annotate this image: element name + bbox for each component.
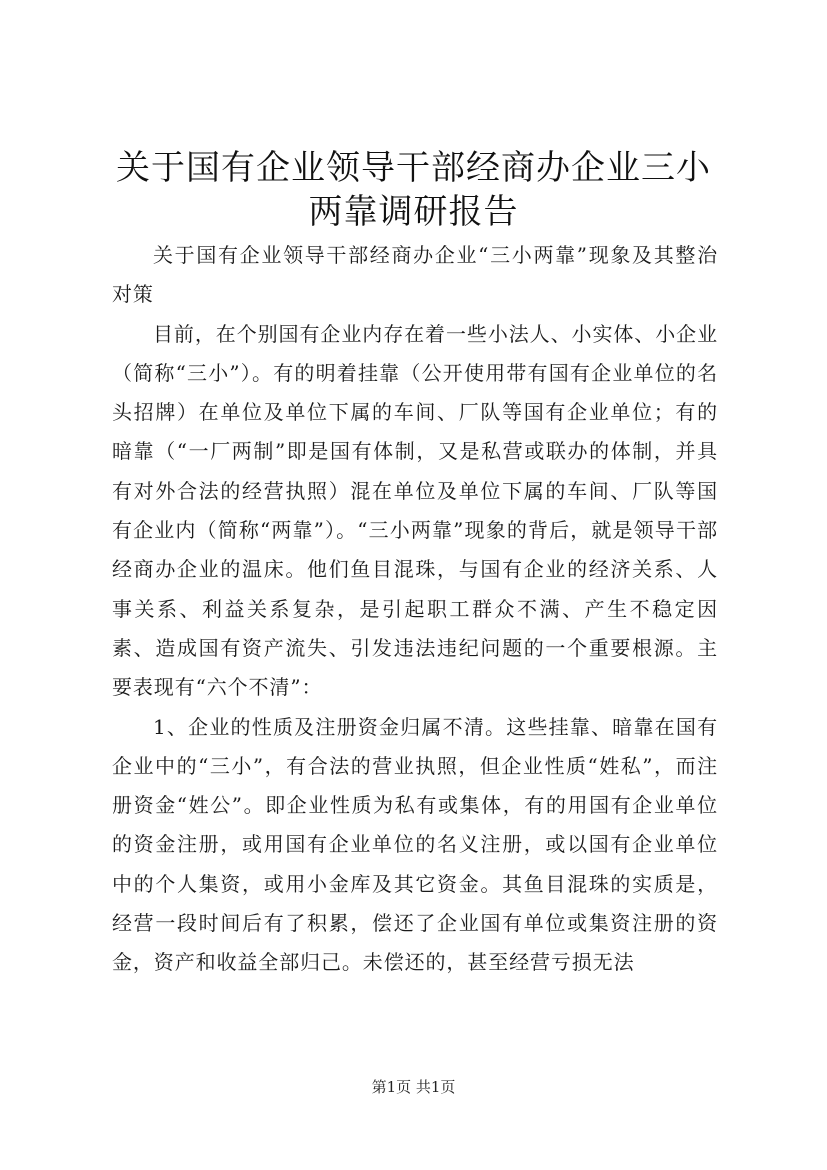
paragraph-intro: 目前，在个别国有企业内存在着一些小法人、小实体、小企业（简称“三小”）。有的明着挂靠（公开使用带有国有企业单位的名头招牌）在单位及单位下属的车间、厂队等国有企业单位；有的暗靠（“一厂两制”即是国有体制，又是私营或联办的体制，并具有对外合法的经营执照）混在单位及单位下属的车间、厂队等国有企业内（简称“两靠”）。“三小两靠”现象的背后，就是领导干部经商办企业的温床。他们鱼目混珠，与国有企业的经济关系、人事关系、利益关系复杂，是引起职工群众不满、产生不稳定因素、造成国有资产流失、引发违法违纪问题的一个重要根源。主要表现有“六个不清”： <box>112 321 718 700</box>
paragraph-subtitle: 关于国有企业领导干部经商办企业“三小两靠”现象及其整治对策 <box>112 243 718 307</box>
document-body <box>112 236 718 983</box>
page-number-label: 第1页 共1页 <box>371 1078 456 1096</box>
paragraph-point-1: 1、企业的性质及注册资金归属不清。这些挂靠、暗靠在国有企业中的“三小”，有合法的营业执照，但企业性质“姓私”，而注册资金“姓公”。即企业性质为私有或集体，有的用国有企业单位的资金注册，或用国有企业单位的名义注册，或以国有企业单位中的个人集资，或用小金库及其它资金。其鱼目混珠的实质是，经营一段时间后有了积累，偿还了企业国有单位或集资注册的资金，资产和收益全部归己。未偿还的，甚至经营亏损无法 <box>112 714 718 975</box>
document-title: 关于国有企业领导干部经商办企业三小两靠调研报告 <box>116 148 711 232</box>
page-footer <box>0 1077 827 1097</box>
